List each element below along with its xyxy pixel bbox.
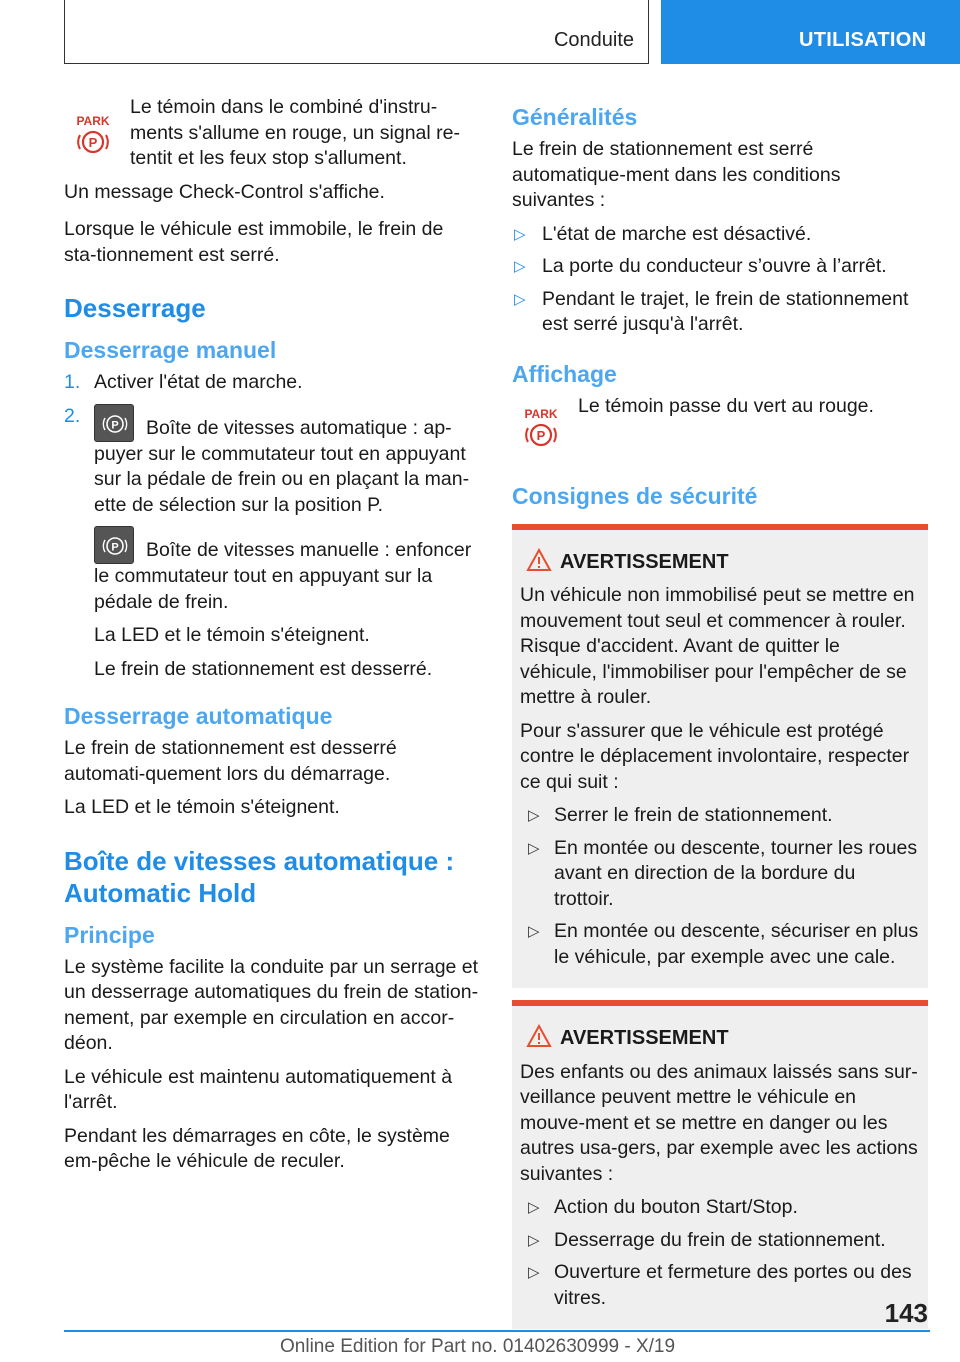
warning-list bbox=[520, 1195, 920, 1311]
principe-text-1: Le système facilite la conduite par un serrage et un desserrage automatiques du frein de station-nement, par exemple en circulation en accor-déon. bbox=[64, 955, 479, 1054]
svg-text:P: P bbox=[536, 427, 546, 443]
header-chapter-title: UTILISATION bbox=[799, 29, 927, 51]
header-section-title: Conduite bbox=[553, 29, 634, 51]
list-item: ▷ La porte du conducteur s’ouvre à l’arrêt. bbox=[512, 254, 927, 280]
manual-gearbox-label: Boîte de vitesses manuelle : enfoncer le commutateur tout en appuyant sur la pédale de frein. bbox=[94, 539, 472, 613]
triangle-bullet-icon: ▷ bbox=[528, 1199, 540, 1216]
svg-text:PARK: PARK bbox=[524, 406, 558, 421]
released-text: Le frein de stationnement est desserré. bbox=[94, 657, 433, 680]
svg-text:P: P bbox=[88, 135, 98, 150]
warning-triangle-icon bbox=[526, 1024, 552, 1048]
svg-text:PARK: PARK bbox=[76, 114, 110, 128]
list-item: ▷ L'état de marche est désactivé. bbox=[512, 222, 927, 248]
triangle-bullet-icon: ▷ bbox=[528, 1231, 540, 1249]
park-brake-warning-icon bbox=[520, 406, 562, 448]
warning-text: Un véhicule non immobilisé peut se mettre en mouvement tout seul et commencer à rouler. Risque d'accident. Avant de quitter le véhicule, l'immobiliser pour l'empêcher de se mettre à rouler. bbox=[520, 584, 915, 708]
led-off-text: La LED et le témoin s'éteignent. bbox=[94, 624, 370, 646]
svg-text:P: P bbox=[111, 419, 119, 431]
principe-text-2: Le véhicule est maintenu automatiquement à l'arrêt. bbox=[64, 1065, 453, 1113]
list-item: ▷ Action du bouton Start/Stop. bbox=[520, 1195, 920, 1221]
warning-title: AVERTISSEMENT bbox=[520, 550, 920, 576]
immobile-text: Lorsque le véhicule est immobile, le frein de sta-tionnement est serré. bbox=[64, 218, 444, 266]
header-section-box bbox=[64, 0, 649, 64]
heading-principe: Principe bbox=[64, 921, 155, 948]
header-chapter-tab[interactable] bbox=[661, 0, 960, 64]
warning-title: AVERTISSEMENT bbox=[520, 1026, 920, 1052]
triangle-bullet-icon: ▷ bbox=[514, 225, 526, 243]
warning-text: Des enfants ou des animaux laissés sans sur-veillance peuvent mettre le véhicule en mouve-ment et se mettre en danger ou les autres usa-gers, par exemple avec les actions suivantes : bbox=[520, 1060, 918, 1185]
release-steps bbox=[64, 370, 479, 518]
parking-brake-switch-icon bbox=[94, 526, 134, 564]
list-item: ▷ Serrer le frein de stationnement. bbox=[520, 803, 920, 829]
parking-brake-switch-icon bbox=[94, 404, 134, 442]
generalites-text: Le frein de stationnement est serré automatique-ment dans les conditions suivantes : bbox=[512, 138, 841, 211]
step-text: Boîte de vitesses automatique : ap-puyer sur le commutateur tout en appuyant sur la pédale de frein ou en plaçant la man-ette de sélection sur la position P. bbox=[94, 416, 470, 516]
triangle-bullet-icon: ▷ bbox=[528, 839, 540, 857]
check-control-text: Un message Check-Control s'affiche. bbox=[64, 180, 385, 203]
triangle-bullet-icon: ▷ bbox=[528, 807, 540, 824]
list-item: ▷ Desserrage du frein de stationnement. bbox=[520, 1228, 920, 1254]
principe-text-3: Pendant les démarrages en côte, le système em-pêche le véhicule de reculer. bbox=[64, 1124, 450, 1172]
intro-icon-text: Le témoin dans le combiné d'instru-ments s'allume en rouge, un signal re-tentit et les feux stop s'allument. bbox=[130, 96, 460, 169]
page-number: 143 bbox=[884, 1298, 928, 1328]
warning-text: Pour s'assurer que le véhicule est protégé contre le déplacement involontaire, respecter ce qui suit : bbox=[520, 719, 910, 793]
list-item: ▷ En montée ou descente, tourner les roues avant en direction de la bordure du trottoir. bbox=[528, 836, 918, 910]
right-column bbox=[512, 95, 927, 1341]
triangle-bullet-icon: ▷ bbox=[514, 290, 526, 308]
conditions-list bbox=[512, 222, 927, 338]
list-item: ▷ Pendant le trajet, le frein de stationnement est serré jusqu'à l'arrêt. bbox=[514, 287, 909, 335]
step-item bbox=[64, 370, 479, 396]
heading-securite: Consignes de sécurité bbox=[512, 482, 758, 509]
park-indicator-paragraph bbox=[64, 95, 479, 172]
footer-divider bbox=[64, 1330, 930, 1332]
step-number: 2. bbox=[64, 404, 81, 427]
manual-gearbox-text bbox=[64, 526, 479, 615]
auto-release-text: Le frein de stationnement est desserré automati-quement lors du démarrage. bbox=[64, 737, 397, 785]
warning-box bbox=[512, 1000, 928, 1329]
affichage-paragraph bbox=[512, 394, 927, 464]
warning-box bbox=[512, 524, 928, 989]
heading-desserrage-auto: Desserrage automatique bbox=[64, 703, 333, 729]
svg-text:P: P bbox=[111, 541, 119, 554]
list-item: ▷ Ouverture et fermeture des portes ou des vitres. bbox=[528, 1261, 912, 1309]
triangle-bullet-icon: ▷ bbox=[528, 1264, 540, 1281]
step-number: 1. bbox=[64, 371, 81, 393]
list-item: ▷ En montée ou descente, sécuriser en plus le véhicule, par exemple avec une cale. bbox=[528, 920, 919, 968]
footer-edition: Online Edition for Part no. 01402630999 - X/19 bbox=[280, 1336, 676, 1357]
affichage-text: Le témoin passe du vert au rouge. bbox=[578, 394, 874, 417]
heading-generalites: Généralités bbox=[512, 104, 638, 130]
heading-automatic-hold: Boîte de vitesses automatique : Automatic Hold bbox=[64, 845, 455, 908]
warning-list bbox=[520, 803, 920, 970]
step-item bbox=[64, 404, 479, 519]
heading-desserrage: Desserrage bbox=[64, 293, 206, 323]
heading-affichage: Affichage bbox=[512, 360, 617, 387]
step-text: Activer l'état de marche. bbox=[94, 371, 303, 393]
triangle-bullet-icon: ▷ bbox=[528, 923, 540, 940]
auto-led-text: La LED et le témoin s'éteignent. bbox=[64, 796, 340, 818]
triangle-bullet-icon: ▷ bbox=[514, 258, 526, 275]
heading-desserrage-manuel: Desserrage manuel bbox=[64, 337, 277, 363]
warning-triangle-icon bbox=[526, 548, 552, 572]
park-brake-warning-icon bbox=[72, 113, 114, 155]
left-column bbox=[64, 95, 479, 1183]
